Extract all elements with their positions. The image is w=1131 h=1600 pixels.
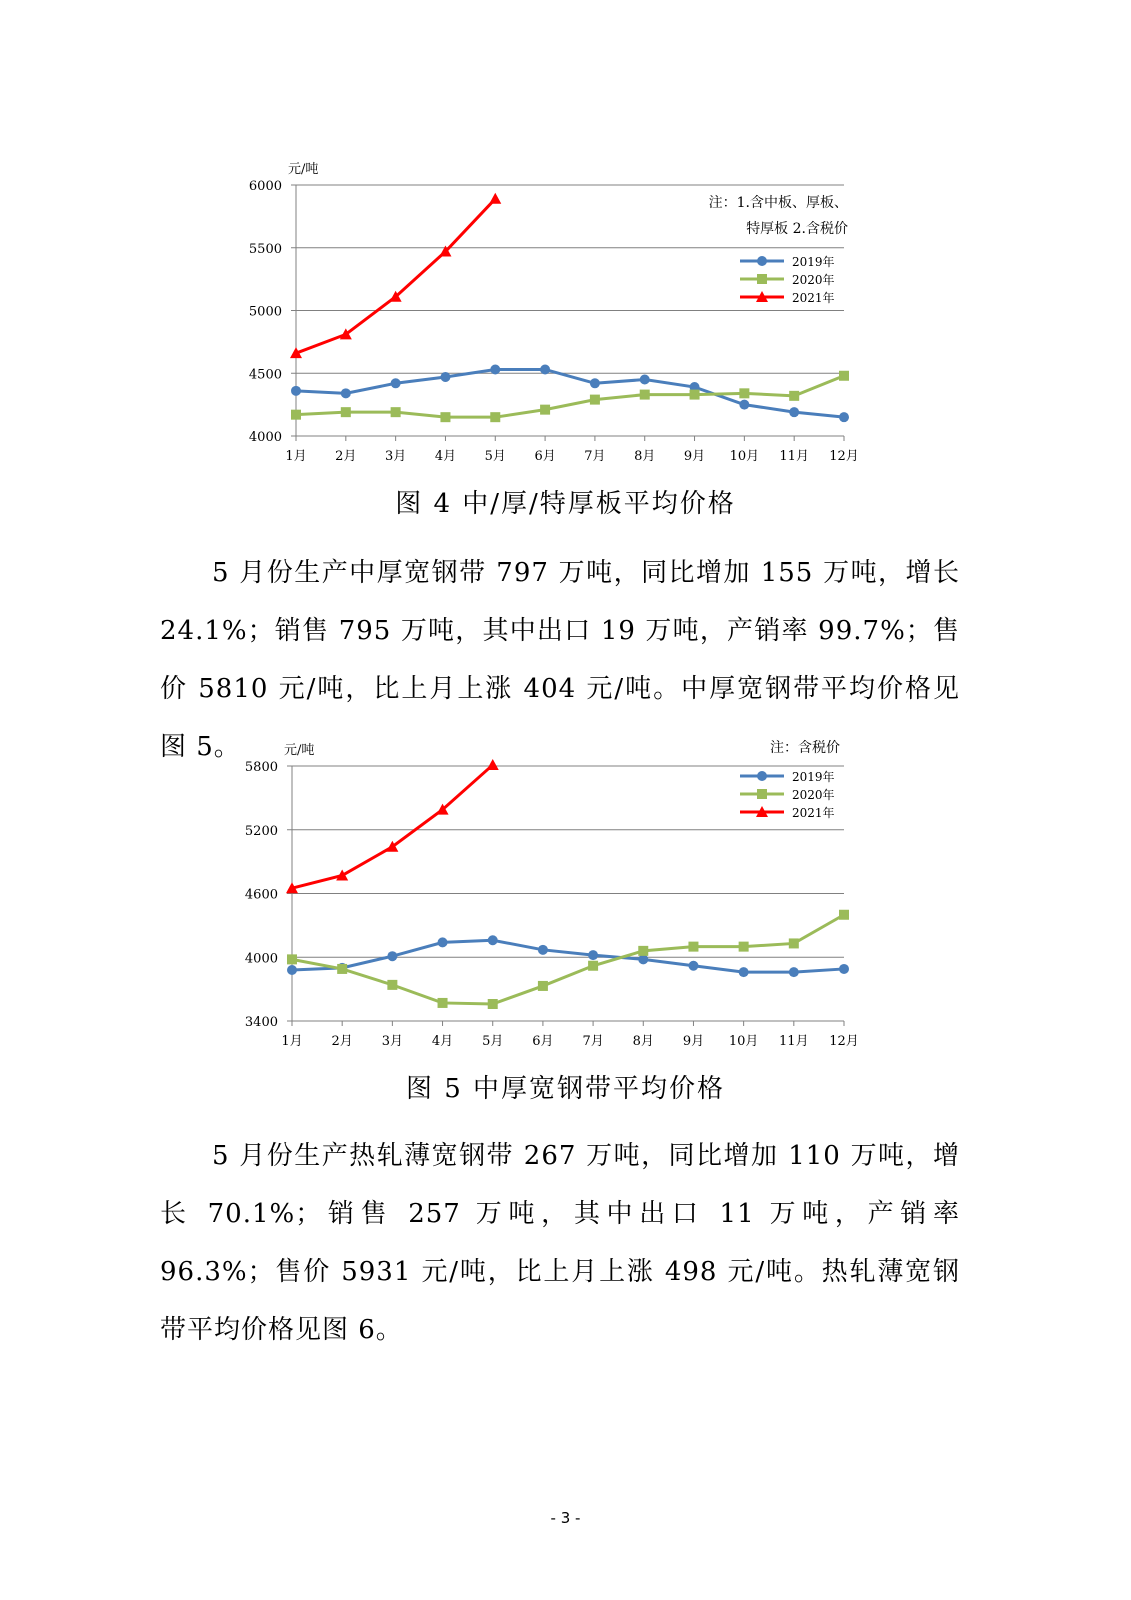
- data-point: [341, 407, 351, 417]
- legend-label: 2021年: [792, 806, 835, 820]
- legend-label: 2021年: [792, 291, 835, 305]
- x-tick-label: 12月: [829, 1034, 859, 1049]
- data-point: [490, 364, 500, 374]
- x-tick-label: 3月: [381, 1034, 404, 1049]
- series-2020年: [291, 371, 849, 422]
- data-point: [337, 964, 347, 974]
- x-tick-label: 7月: [582, 1034, 604, 1049]
- chart-note: 注：1.含中板、厚板、: [708, 195, 848, 211]
- legend-label: 2019年: [792, 255, 835, 269]
- x-tick-label: 2月: [335, 449, 357, 464]
- data-point: [336, 869, 348, 880]
- data-point: [839, 964, 849, 974]
- data-point: [789, 938, 799, 948]
- data-point: [538, 981, 548, 991]
- series-line: [296, 376, 844, 417]
- data-point: [640, 390, 650, 400]
- legend-marker: [757, 274, 767, 284]
- data-point: [588, 961, 598, 971]
- data-point: [489, 193, 501, 204]
- data-point: [540, 405, 550, 415]
- legend-marker: [757, 771, 767, 781]
- data-point: [588, 950, 598, 960]
- data-point: [488, 999, 498, 1009]
- data-point: [739, 388, 749, 398]
- data-point: [440, 372, 450, 382]
- y-tick-label: 3400: [244, 1015, 278, 1030]
- data-point: [839, 371, 849, 381]
- y-axis-label: 元/吨: [288, 162, 319, 177]
- x-tick-label: 2月: [331, 1034, 353, 1049]
- legend-label: 2019年: [792, 770, 835, 784]
- figure-4-caption: 图 4 中/厚/特厚板平均价格: [395, 489, 736, 519]
- y-tick-label: 4500: [248, 367, 282, 383]
- x-tick-label: 1月: [285, 449, 307, 464]
- y-tick-label: 4600: [244, 887, 278, 903]
- data-point: [487, 759, 499, 770]
- data-point: [640, 375, 650, 385]
- data-point: [391, 378, 401, 388]
- paragraph-2: 5 月份生产热轧薄宽钢带 267 万吨，同比增加 110 万吨，增长 70.1%；销售 257 万吨，其中出口 11 万吨，产销率 96.3%；售价 5931 元/吨，比上月上涨 498 元/吨。热轧薄宽钢带平均价格见图 6。: [160, 1141, 960, 1345]
- x-tick-label: 1月: [281, 1034, 303, 1049]
- data-point: [638, 946, 648, 956]
- data-point: [440, 412, 450, 422]
- data-point: [688, 961, 698, 971]
- data-point: [590, 395, 600, 405]
- data-point: [287, 954, 297, 964]
- x-tick-label: 9月: [682, 1034, 705, 1049]
- data-point: [438, 937, 448, 947]
- series-2021年: [286, 759, 499, 893]
- data-point: [287, 965, 297, 975]
- chart-figure-5: [230, 730, 870, 1060]
- y-tick-label: 5800: [244, 760, 278, 775]
- series-line: [292, 765, 493, 888]
- y-tick-label: 4000: [248, 430, 282, 445]
- data-point: [739, 967, 749, 977]
- data-point: [688, 942, 698, 952]
- chart-note-line-2: 特厚板 2.含税价: [746, 221, 848, 237]
- x-tick-label: 12月: [829, 449, 859, 464]
- x-tick-label: 9月: [683, 449, 706, 464]
- x-tick-label: 6月: [534, 449, 556, 464]
- page-number: - 3 -: [550, 1509, 581, 1527]
- x-tick-label: 11月: [779, 1034, 809, 1049]
- data-point: [387, 980, 397, 990]
- data-point: [538, 945, 548, 955]
- data-point: [488, 935, 498, 945]
- legend-marker: [757, 256, 767, 266]
- x-tick-label: 10月: [728, 1034, 759, 1049]
- y-tick-label: 4000: [244, 951, 278, 967]
- data-point: [739, 942, 749, 952]
- series-line: [296, 199, 495, 353]
- data-point: [438, 998, 448, 1008]
- data-point: [490, 412, 500, 422]
- legend-marker: [757, 789, 767, 799]
- data-point: [291, 386, 301, 396]
- x-tick-label: 4月: [431, 1034, 454, 1049]
- data-point: [540, 364, 550, 374]
- y-tick-label: 5500: [248, 241, 282, 257]
- y-tick-label: 6000: [248, 179, 282, 194]
- x-tick-label: 11月: [779, 449, 809, 464]
- data-point: [387, 951, 397, 961]
- series-2021年: [290, 193, 501, 358]
- data-point: [590, 378, 600, 388]
- chart-note: 注：含税价: [770, 740, 840, 756]
- x-tick-label: 5月: [482, 1034, 504, 1049]
- legend-label: 2020年: [792, 273, 835, 287]
- x-tick-label: 4月: [434, 449, 457, 464]
- figure-5-caption: 图 5 中厚宽钢带平均价格: [405, 1074, 726, 1104]
- data-point: [690, 390, 700, 400]
- x-tick-label: 7月: [584, 449, 606, 464]
- chart-figure-4: [230, 150, 870, 475]
- x-tick-label: 8月: [634, 449, 656, 464]
- data-point: [789, 407, 799, 417]
- data-point: [291, 410, 301, 420]
- legend-label: 2020年: [792, 788, 835, 802]
- data-point: [391, 407, 401, 417]
- data-point: [839, 412, 849, 422]
- data-point: [739, 400, 749, 410]
- y-tick-label: 5200: [244, 823, 278, 839]
- series-2020年: [287, 910, 849, 1009]
- x-tick-label: 6月: [532, 1034, 554, 1049]
- series-2019年: [287, 935, 849, 977]
- data-point: [789, 391, 799, 401]
- x-tick-label: 8月: [632, 1034, 654, 1049]
- data-point: [789, 967, 799, 977]
- y-tick-label: 5000: [248, 304, 282, 320]
- x-tick-label: 5月: [484, 449, 506, 464]
- x-tick-label: 10月: [729, 449, 760, 464]
- paragraph-1: 5 月份生产中厚宽钢带 797 万吨，同比增加 155 万吨，增长 24.1%；销售 795 万吨，其中出口 19 万吨，产销率 99.7%；售价 5810 元/吨，比上月上涨 404 元/吨。中厚宽钢带平均价格见图 5。: [160, 558, 960, 762]
- data-point: [839, 910, 849, 920]
- data-point: [341, 388, 351, 398]
- y-axis-label: 元/吨: [284, 743, 315, 758]
- x-tick-label: 3月: [384, 449, 407, 464]
